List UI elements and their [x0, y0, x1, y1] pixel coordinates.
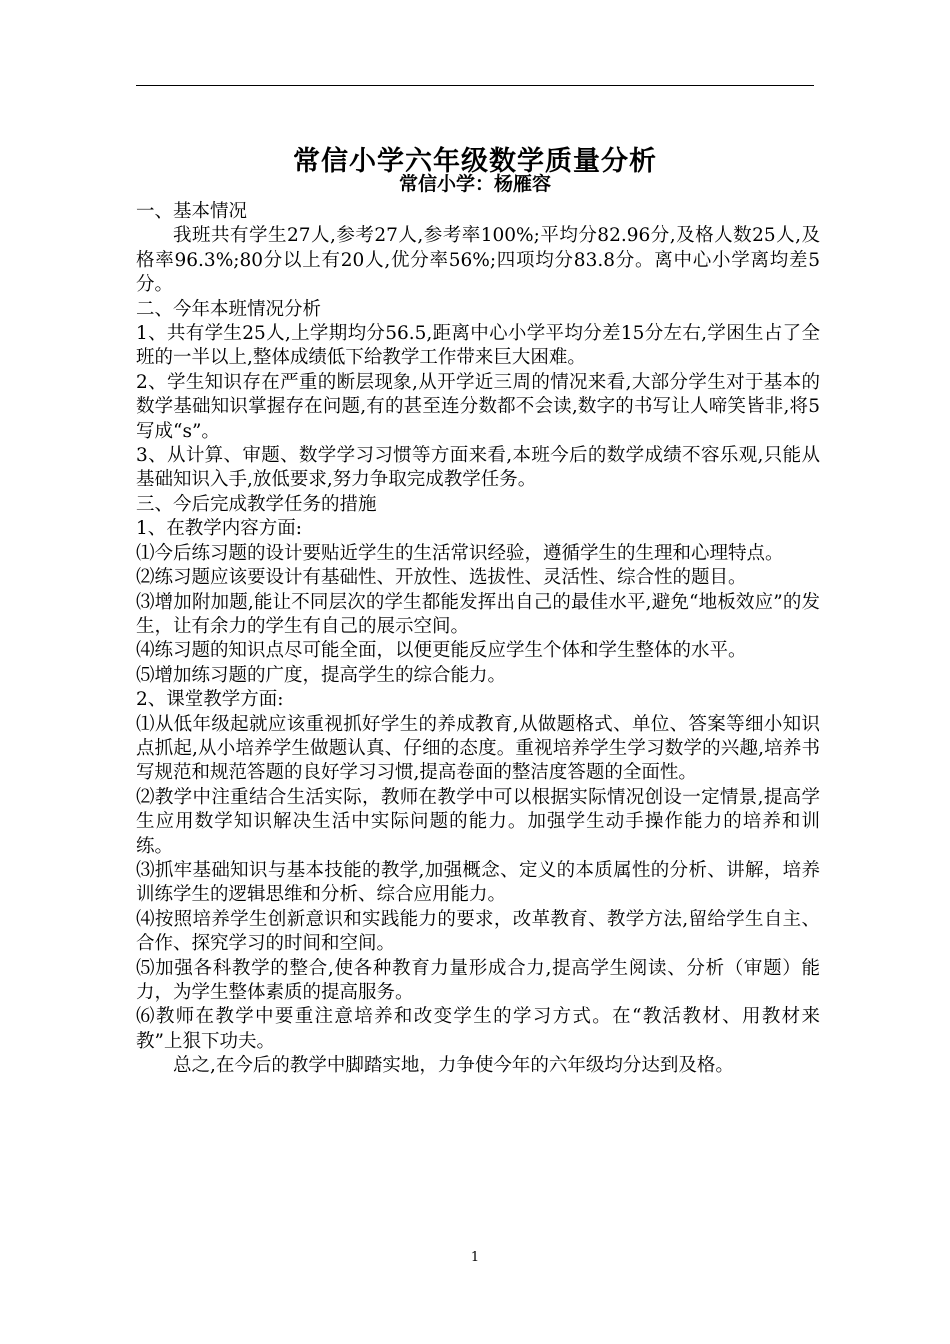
document-author: 常信小学：杨雁容: [398, 173, 551, 195]
paragraph: 3、从计算、审题、数学学习习惯等方面来看,本班今后的数学成绩不容乐观,只能从基础知识入手,放低要求,努力争取完成教学任务。: [136, 445, 820, 491]
page-number: 1: [470, 1250, 480, 1265]
paragraph: ⑷按照培养学生创新意识和实践能力的要求，改革教育、教学方法,留给学生自主、合作、探究学习的时间和空间。: [136, 908, 820, 955]
paragraph: 2、学生知识存在严重的断层现象,从开学近三周的情况来看,大部分学生对于基本的数学基础知识掌握存在问题,有的甚至连分数都不会读,数字的书写让人啼笑皆非,将5写成“s”。: [136, 371, 820, 442]
paragraph: ⑴从低年级起就应该重视抓好学生的养成教育,从做题格式、单位、答案等细小知识点抓起,从小培养学生做题认真、仔细的态度。重视培养学生学习数学的兴趣,培养书写规范和规范答题的良好学习习惯,提高卷面的整洁度答题的全面性。: [136, 713, 820, 784]
paragraph: 三、今后完成教学任务的措施: [136, 493, 377, 515]
paragraph: 二、今年本班情况分析: [136, 298, 322, 320]
paragraph: 我班共有学生27人,参考27人,参考率100%;平均分82.96分,及格人数25人,及格率96.3%;80分以上有20人,优分率56%;四项均分83.8分。离中心小学离均差5分。: [136, 225, 820, 296]
document-title: 常信小学六年级数学质量分析: [293, 146, 657, 178]
paragraph: ⑸增加练习题的广度，提高学生的综合能力。: [136, 664, 507, 686]
paragraph: ⑹教师在教学中要重注意培养和改变学生的学习方式。在“教活教材、用教材来教”上狠下功夫。: [136, 1006, 820, 1052]
paragraph: 一、基本情况: [136, 201, 248, 222]
paragraph: ⑵练习题应该要设计有基础性、开放性、选拔性、灵活性、综合性的题目。: [136, 567, 747, 589]
document-body: [136, 200, 820, 1079]
paragraph: ⑶增加附加题,能让不同层次的学生都能发挥出自己的最佳水平,避免“地板效应”的发生，让有余力的学生有自己的展示空间。: [136, 591, 820, 637]
header-rule: [136, 85, 814, 86]
paragraph: 总之,在今后的教学中脚踏实地，力争使今年的六年级均分达到及格。: [173, 1055, 734, 1077]
paragraph: ⑷练习题的知识点尽可能全面，以便更能反应学生个体和学生整体的水平。: [136, 640, 747, 662]
paragraph: ⑶抓牢基础知识与基本技能的教学,加强概念、定义的本质属性的分析、讲解，培养训练学生的逻辑思维和分析、综合应用能力。: [136, 859, 820, 906]
paragraph: ⑴今后练习题的设计要贴近学生的生活常识经验，遵循学生的生理和心理特点。: [136, 542, 784, 564]
paragraph: 1、共有学生25人,上学期均分56.5,距离中心小学平均分差15分左右,学困生占了全班的一半以上,整体成绩低下给教学工作带来巨大困难。: [136, 323, 820, 369]
paragraph: 1、在教学内容方面:: [136, 518, 303, 540]
paragraph: ⑵教学中注重结合生活实际，教师在教学中可以根据实际情况创设一定情景,提高学生应用数学知识解决生活中实际问题的能力。加强学生动手操作能力的培养和训练。: [136, 786, 820, 857]
paragraph: ⑸加强各科教学的整合,使各种教育力量形成合力,提高学生阅读、分析（审题）能力，为学生整体素质的提高服务。: [136, 957, 820, 1003]
paragraph: 2、课堂教学方面:: [136, 689, 284, 711]
